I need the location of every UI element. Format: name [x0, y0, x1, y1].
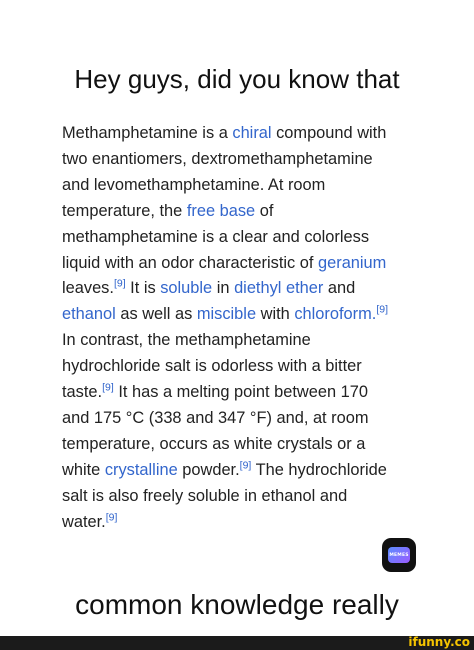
text: liquid with an odor characteristic of: [62, 253, 318, 272]
article-line: salt is also freely soluble in ethanol and: [62, 486, 348, 505]
link-free-base[interactable]: free base: [186, 201, 256, 220]
link-soluble[interactable]: soluble: [160, 279, 213, 298]
text: white: [62, 460, 105, 479]
article-line: [62, 251, 422, 277]
link-miscible[interactable]: miscible: [196, 305, 257, 324]
text: in: [212, 279, 235, 298]
link-geranium[interactable]: geranium: [318, 253, 387, 272]
article-line: [62, 199, 422, 225]
memes-logo-text: MEMES: [388, 547, 410, 563]
link-chloroform[interactable]: chloroform.: [294, 305, 377, 324]
article-line: [62, 380, 422, 406]
text: as well as: [115, 305, 197, 324]
article-line: [62, 276, 422, 302]
link-crystalline[interactable]: crystalline: [104, 460, 178, 479]
article-line: methamphetamine is a clear and colorless: [62, 227, 370, 246]
citation-ref[interactable]: [9]: [113, 277, 126, 290]
text: compound with: [271, 124, 387, 142]
text: water.: [62, 512, 106, 531]
text: temperature, the: [62, 201, 187, 220]
text: It is: [125, 279, 161, 298]
article-line: [62, 121, 422, 147]
watermark-bar: [0, 636, 474, 650]
article-line: In contrast, the methamphetamine: [62, 331, 311, 350]
link-ethanol[interactable]: ethanol: [62, 305, 116, 324]
article-line: temperature, occurs as white crystals or a: [62, 434, 366, 453]
memes-app-logo-icon: [382, 538, 416, 572]
article-excerpt: [62, 121, 422, 536]
article-line: [62, 510, 422, 536]
text: leaves.: [62, 279, 114, 298]
top-caption: Hey guys, did you know that: [74, 64, 400, 94]
text: powder.: [177, 460, 240, 479]
ifunny-watermark: ifunny.co: [408, 635, 470, 649]
article-line: two enantiomers, dextromethamphetamine: [62, 149, 373, 168]
text: with: [256, 305, 295, 324]
citation-ref[interactable]: [9]: [239, 459, 252, 472]
bottom-caption: common knowledge really: [75, 589, 399, 620]
text: The hydrochloride: [251, 460, 387, 479]
text: It has a melting point between 170: [113, 383, 369, 402]
link-diethyl-ether[interactable]: diethyl ether: [234, 279, 324, 298]
article-line: and 175 °C (338 and 347 °F) and, at room: [62, 408, 369, 427]
text: taste.: [62, 383, 103, 402]
text: and: [323, 279, 356, 298]
citation-ref[interactable]: [9]: [105, 511, 118, 524]
citation-ref[interactable]: [9]: [376, 303, 388, 316]
article-line: hydrochloride salt is odorless with a bitter: [62, 357, 362, 376]
article-line: [62, 458, 422, 484]
citation-ref[interactable]: [9]: [102, 381, 114, 394]
text: Methamphetamine is a: [62, 124, 233, 142]
text: of: [255, 201, 274, 220]
article-line: and levomethamphetamine. At room: [62, 175, 326, 194]
link-chiral[interactable]: chiral: [232, 124, 272, 142]
article-line: [62, 302, 422, 328]
